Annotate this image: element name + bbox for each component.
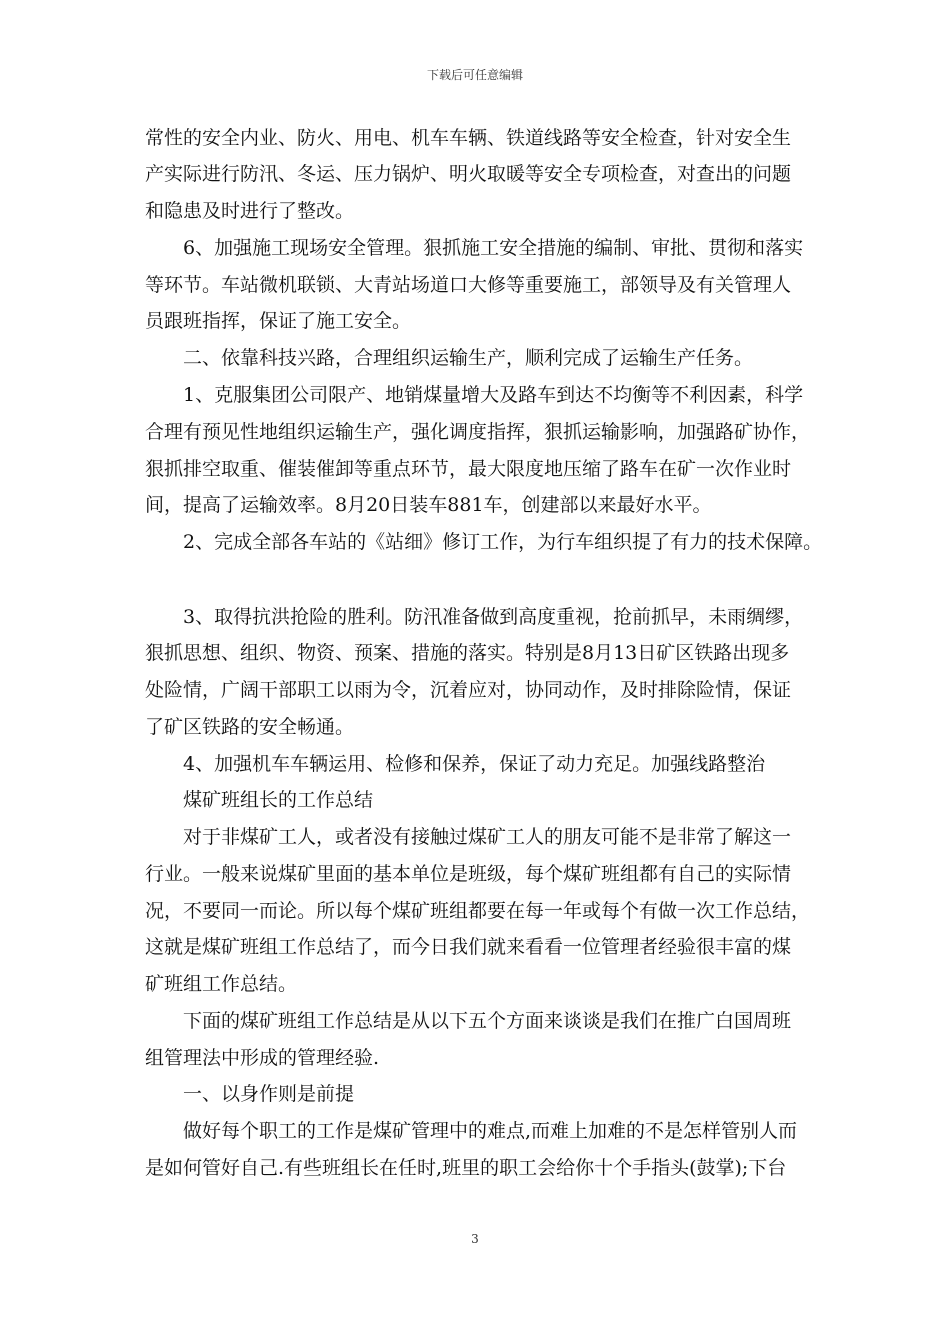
section-heading: 一、以身作则是前提 — [183, 1083, 355, 1105]
text-line: 了矿区铁路的安全畅通。 — [145, 716, 355, 738]
text-line: 间，提高了运输效率。8月20日装车881车，创建部以来最好水平。 — [145, 494, 712, 516]
text-line: 等环节。车站微机联锁、大青站场道口大修等重要施工，部领导及有关管理人 — [145, 274, 792, 296]
text-line: 产实际进行防汛、冬运、压力锅炉、明火取暖等安全专项检查，对查出的问题 — [145, 163, 792, 185]
text-line: 狠抓排空取重、催装催卸等重点环节，最大限度地压缩了路车在矿一次作业时 — [145, 458, 792, 480]
text-line: 矿班组工作总结。 — [145, 973, 298, 995]
text-line: 6、加强施工现场安全管理。狠抓施工安全措施的编制、审批、贯彻和落实 — [183, 237, 804, 259]
text-line: 下面的煤矿班组工作总结是从以下五个方面来谈谈是我们在推广白国周班 — [183, 1010, 792, 1032]
text-line: 2、完成全部各车站的《站细》修订工作，为行车组织提了有力的技术保障。 — [183, 531, 823, 553]
page-number: 3 — [471, 1232, 479, 1246]
text-line: 3、取得抗洪抢险的胜利。防汛准备做到高度重视，抢前抓早，未雨绸缪， — [183, 606, 804, 628]
text-line: 处险情，广阔干部职工以雨为令，沉着应对，协同动作，及时排除险情，保证 — [145, 679, 792, 701]
text-line: 组管理法中形成的管理经验. — [145, 1047, 380, 1069]
text-line: 4、加强机车车辆运用、检修和保养，保证了动力充足。加强线路整治 — [183, 753, 766, 775]
text-line: 行业。一般来说煤矿里面的基本单位是班级，每个煤矿班组都有自己的实际情 — [145, 863, 792, 885]
text-line: 和隐患及时进行了整改。 — [145, 200, 355, 222]
text-line: 况，不要同一而论。所以每个煤矿班组都要在每一年或每个有做一次工作总结， — [145, 900, 811, 922]
article-title: 煤矿班组长的工作总结 — [183, 789, 374, 811]
text-line: 这就是煤矿班组工作总结了，而今日我们就来看看一位管理者经验很丰富的煤 — [145, 936, 792, 958]
section-heading: 二、依靠科技兴路，合理组织运输生产，顺利完成了运输生产任务。 — [183, 347, 754, 369]
text-line: 1、克服集团公司限产、地销煤量增大及路车到达不均衡等不利因素，科学 — [183, 384, 804, 406]
text-line: 合理有预见性地组织运输生产，强化调度指挥，狠抓运输影响，加强路矿协作， — [145, 421, 811, 443]
text-line: 是如何管好自己.有些班组长在任时,班里的职工会给你十个手指头(鼓掌);下台 — [145, 1157, 787, 1179]
text-line: 做好每个职工的工作是煤矿管理中的难点,而难上加难的不是怎样管别人而 — [183, 1120, 798, 1142]
text-line: 狠抓思想、组织、物资、预案、措施的落实。特别是8月13日矿区铁路出现多 — [145, 642, 790, 664]
page-header: 下载后可任意编辑 — [426, 68, 523, 82]
text-line: 员跟班指挥，保证了施工安全。 — [145, 310, 412, 332]
text-line: 常性的安全内业、防火、用电、机车车辆、铁道线路等安全检查，针对安全生 — [145, 127, 792, 149]
text-line: 对于非煤矿工人，或者没有接触过煤矿工人的朋友可能不是非常了解这一 — [183, 826, 792, 848]
